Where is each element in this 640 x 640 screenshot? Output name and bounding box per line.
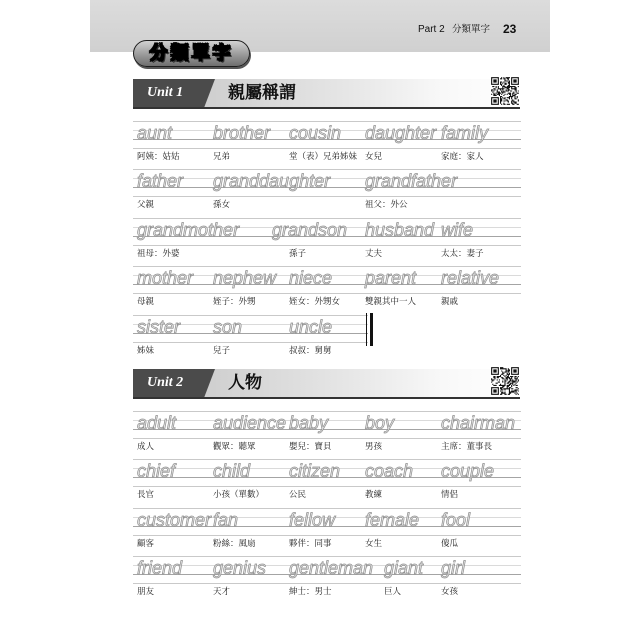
vocab-meaning: 孫子 [289, 249, 307, 259]
vocab-word: parent [365, 268, 417, 288]
unit-label: Unit 2 [147, 375, 184, 390]
vocab-row [0, 556, 640, 600]
unit-title: 親屬稱謂 [228, 83, 296, 103]
vocab-row [0, 315, 640, 359]
vocab-word: brother [213, 123, 271, 143]
vocab-row [0, 266, 640, 310]
vocab-meaning: 雙親其中一人 [365, 297, 417, 307]
vocab-meaning: 朋友 [137, 587, 155, 597]
vocab-meaning: 紳士：男士 [289, 587, 332, 597]
vocab-meaning: 女孩 [441, 587, 459, 597]
vocab-word: aunt [137, 123, 173, 143]
vocab-word: cousin [289, 123, 342, 143]
vocab-word: nephew [213, 268, 277, 288]
vocab-meaning: 堂（表）兄弟姊妹 [289, 152, 358, 162]
vocab-word: boy [365, 413, 395, 433]
vocab-meaning: 粉絲：風扇 [213, 539, 256, 549]
vocab-word: mother [137, 268, 194, 288]
vocab-meaning: 孫女 [213, 200, 231, 210]
vocab-meaning: 母親 [137, 297, 155, 307]
vocab-meaning: 丈夫 [365, 249, 383, 259]
vocab-meaning: 父親 [137, 200, 155, 210]
vocab-meaning: 兄弟 [213, 152, 231, 162]
vocab-meaning: 家庭：家人 [441, 152, 484, 162]
vocab-word: genius [213, 558, 267, 578]
vocab-word: female [365, 510, 420, 530]
vocab-meaning: 顧客 [137, 539, 155, 549]
vocab-word: couple [441, 461, 495, 481]
vocab-meaning: 祖父：外公 [365, 200, 408, 210]
vocab-meaning: 公民 [289, 490, 307, 500]
vocab-word: daughter [365, 123, 437, 143]
vocab-meaning: 小孩（單數） [213, 490, 265, 500]
vocab-word: fan [213, 510, 239, 530]
vocab-row [0, 411, 640, 455]
vocab-row [0, 121, 640, 165]
vocab-meaning: 情侶 [441, 490, 459, 500]
qr-code-icon [490, 76, 520, 106]
page-number: 23 [503, 22, 517, 36]
vocab-word: customer [137, 510, 212, 530]
vocab-meaning: 姊妹 [137, 346, 155, 356]
vocab-meaning: 女生 [365, 539, 383, 549]
vocab-meaning: 巨人 [384, 587, 402, 597]
vocab-word: chief [137, 461, 176, 481]
unit-title: 人物 [228, 373, 262, 393]
section-label: 分類單字 [452, 24, 491, 35]
vocab-row [0, 459, 640, 503]
unit-label: Unit 1 [147, 85, 184, 100]
vocab-meaning: 男孩 [365, 442, 383, 452]
vocab-word: niece [289, 268, 333, 288]
vocab-row [0, 508, 640, 552]
vocab-word: granddaughter [213, 171, 331, 191]
vocab-meaning: 太太：妻子 [441, 249, 484, 259]
qr-code-icon [490, 366, 520, 396]
vocab-word: gentleman [289, 558, 374, 578]
end-double-bar [366, 313, 373, 346]
vocab-word: fool [441, 510, 471, 530]
vocab-word: audience [213, 413, 287, 433]
vocab-word: baby [289, 413, 329, 433]
vocab-meaning: 阿姨：姑姑 [137, 152, 180, 162]
vocab-word: uncle [289, 317, 333, 337]
vocab-word: wife [441, 220, 474, 240]
vocab-meaning: 嬰兒：寶貝 [289, 442, 332, 452]
vocab-word: friend [137, 558, 183, 578]
vocab-word: adult [137, 413, 177, 433]
vocab-word: child [213, 461, 251, 481]
category-badge: 分類單字 [133, 40, 250, 67]
unit-banner [133, 79, 520, 109]
vocab-meaning: 天才 [213, 587, 231, 597]
vocab-meaning: 長官 [137, 490, 155, 500]
unit-banner [133, 369, 520, 399]
vocab-row [0, 169, 640, 213]
vocab-meaning: 觀眾：聽眾 [213, 442, 256, 452]
vocab-word: fellow [289, 510, 336, 530]
vocab-word: grandfather [365, 171, 458, 191]
vocab-word: sister [137, 317, 181, 337]
vocab-meaning: 成人 [137, 442, 155, 452]
vocab-meaning: 教練 [365, 490, 383, 500]
vocab-word: giant [384, 558, 424, 578]
vocab-meaning: 夥伴：同事 [289, 539, 332, 549]
vocab-meaning: 兒子 [213, 346, 231, 356]
vocab-meaning: 祖母：外婆 [137, 249, 180, 259]
vocab-meaning: 叔叔：舅舅 [289, 346, 332, 356]
vocab-meaning: 女兒 [365, 152, 383, 162]
vocab-word: citizen [289, 461, 341, 481]
vocab-word: grandmother [137, 220, 240, 240]
vocab-word: family [441, 123, 489, 143]
vocab-word: father [137, 171, 184, 191]
vocab-word: coach [365, 461, 414, 481]
vocab-word: relative [441, 268, 500, 288]
part-label: Part 2 [418, 24, 445, 35]
vocab-meaning: 主席：董事長 [441, 442, 493, 452]
vocab-meaning: 傻瓜 [441, 539, 459, 549]
vocab-row [0, 218, 640, 262]
vocab-word: chairman [441, 413, 516, 433]
vocab-meaning: 姪子：外甥 [213, 297, 256, 307]
vocab-word: girl [441, 558, 466, 578]
vocab-meaning: 姪女：外甥女 [289, 297, 341, 307]
vocab-word: husband [365, 220, 435, 240]
vocab-meaning: 親戚 [441, 297, 459, 307]
vocab-word: son [213, 317, 243, 337]
vocab-word: grandson [272, 220, 348, 240]
